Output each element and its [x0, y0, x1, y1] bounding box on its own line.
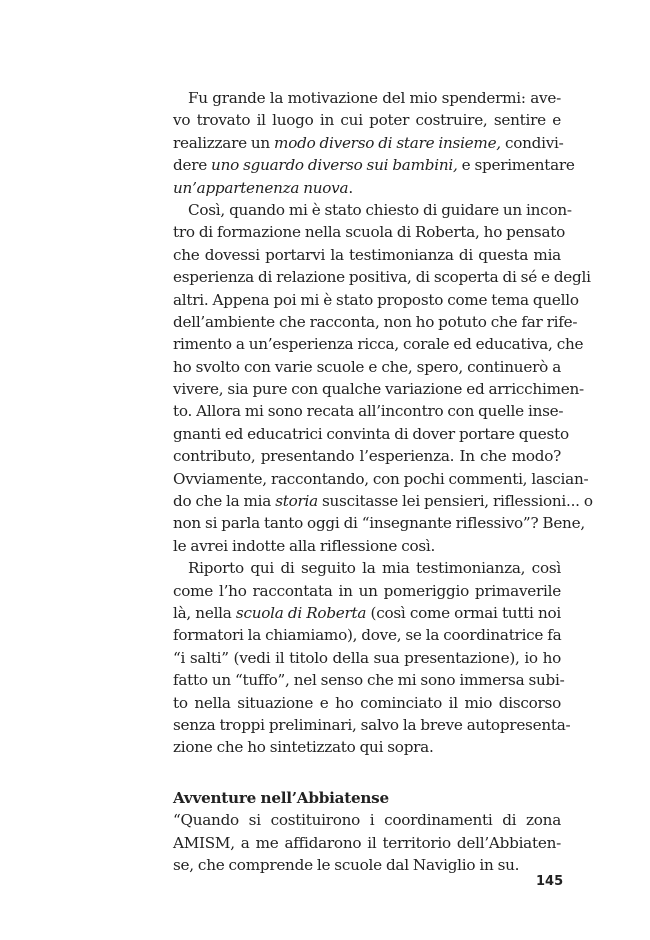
body-text [173, 87, 593, 876]
text-run: realizzare un [173, 133, 275, 152]
text-line [173, 468, 589, 490]
italic-text: scuola di Roberta [235, 603, 367, 622]
text-run: se, che comprende le scuole dal Naviglio in su. [173, 855, 520, 874]
text-run: to. Allora mi sono recata all’incontro con quelle inse- [173, 402, 564, 421]
text-run: “Quando si costituirono i coordinamenti di zona [173, 811, 561, 830]
text-run: AMISM, a me affidarono il territorio dell’Abbiaten- [173, 833, 561, 852]
text-line [173, 854, 561, 876]
text-run: Così, quando mi è stato chiesto di guidare un incon- [188, 200, 572, 219]
text-line [173, 109, 561, 131]
text-run: gnanti ed educatrici convinta di dover portare questo [173, 424, 569, 443]
text-line [173, 378, 584, 400]
text-line [173, 356, 561, 378]
text-line [173, 177, 561, 199]
text-line [173, 199, 572, 221]
text-line [173, 512, 585, 534]
text-line [173, 647, 561, 669]
text-line [173, 490, 593, 512]
text-run: “i salti” (vedi il titolo della sua presentazione), io ho [173, 648, 561, 667]
text-run: to nella situazione e ho cominciato il mio discorso [173, 693, 561, 712]
text-line [173, 87, 561, 109]
text-run: . [348, 178, 353, 197]
text-run: Riporto qui di seguito la mia testimonianza, così [188, 559, 561, 578]
text-run: e sperimentare [457, 156, 575, 175]
italic-text: un’appartenenza nuova [173, 178, 349, 197]
italic-text: modo diverso di stare insieme, [274, 133, 501, 152]
text-run: do che la mia [173, 492, 276, 511]
text-run: vivere, sia pure con qualche variazione ed arricchimen- [173, 380, 584, 399]
text-run: come l’ho raccontata in un pomeriggio primaverile [173, 581, 561, 600]
text-line [173, 692, 561, 714]
text-line [173, 266, 591, 288]
page-number: 145 [536, 874, 564, 889]
text-line [173, 221, 566, 243]
text-run: vo trovato il luogo in cui poter costruire, sentire e [173, 111, 561, 130]
italic-text: uno sguardo diverso sui bambini, [211, 156, 458, 175]
text-run: senza troppi preliminari, salvo la breve autopresenta- [173, 715, 571, 734]
text-line [173, 311, 578, 333]
paragraph-1 [173, 87, 575, 199]
text-run: contributo, presentando l’esperienza. In che modo? [173, 447, 561, 466]
text-run: condivi- [500, 133, 564, 152]
section [173, 787, 561, 877]
text-run: che dovessi portarvi la testimonianza di questa mia [173, 245, 561, 264]
text-run: (così come ormai tutti noi [366, 603, 561, 622]
text-run: suscitasse lei pensieri, riflessioni... o [317, 492, 593, 511]
text-run: Fu grande la motivazione del mio spendermi: ave- [188, 89, 561, 107]
text-line [173, 333, 584, 355]
text-line [173, 580, 561, 602]
text-line [173, 423, 569, 445]
text-run: non si parla tanto oggi di “insegnante riflessivo”? Bene, [173, 514, 585, 533]
text-line [173, 809, 561, 831]
section-heading: Avventure nell’Abbiatense [173, 788, 389, 807]
text-run: esperienza di relazione positiva, di scoperta di sé e degli [173, 268, 591, 287]
text-line [173, 132, 564, 154]
text-run: le avrei indotte alla riflessione così. [173, 536, 436, 555]
text-line [173, 289, 579, 311]
text-run: là, nella [173, 603, 236, 622]
text-run: altri. Appena poi mi è stato proposto come tema quello [173, 290, 579, 309]
text-line [173, 445, 561, 467]
text-line [173, 669, 565, 691]
text-line [173, 400, 564, 422]
text-line [173, 736, 561, 758]
text-run: rimento a un’esperienza ricca, corale ed educativa, che [173, 335, 584, 354]
text-line [173, 154, 575, 176]
text-line [173, 244, 561, 266]
paragraph-3 [173, 557, 571, 759]
paragraph-2 [173, 199, 593, 557]
text-line [173, 624, 561, 646]
text-run: tro di formazione nella scuola di Roberta, ho pensato [173, 223, 566, 242]
text-run: dere [173, 156, 212, 175]
italic-text: storia [275, 492, 318, 511]
section-spacer [173, 759, 561, 787]
text-run: formatori la chiamiamo), dove, se la coordinatrice fa [173, 626, 562, 645]
text-line [173, 832, 561, 854]
text-line [173, 557, 561, 579]
text-run: dell’ambiente che racconta, non ho potuto che far rife- [173, 312, 578, 331]
text-line [173, 602, 561, 624]
text-line [173, 714, 571, 736]
text-run: fatto un “tuffo”, nel senso che mi sono immersa subi- [173, 671, 565, 690]
text-run: ho svolto con varie scuole e che, spero, continuerò a [173, 357, 561, 376]
text-run: zione che ho sintetizzato qui sopra. [173, 738, 434, 757]
text-line [173, 535, 561, 557]
text-run: Ovviamente, raccontando, con pochi commenti, lascian- [173, 469, 589, 488]
